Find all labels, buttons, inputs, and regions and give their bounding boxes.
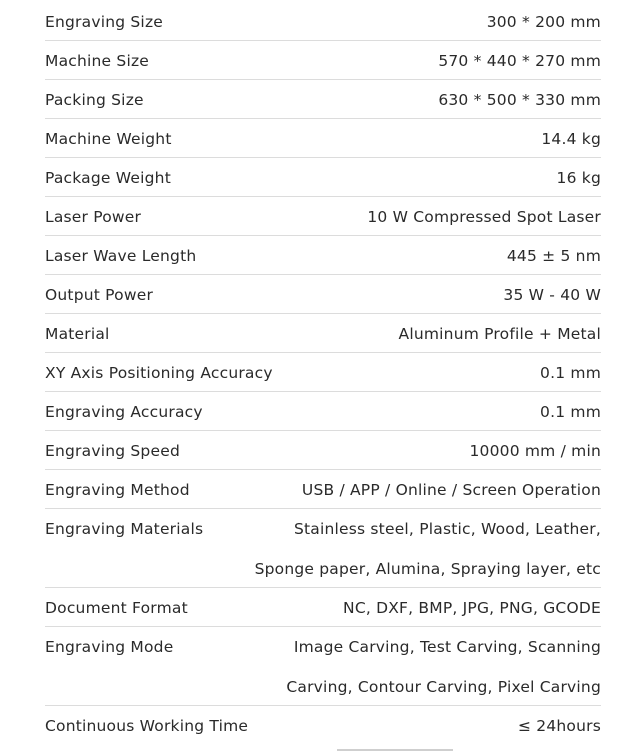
spec-value-line: Carving, Contour Carving, Pixel Carving [286, 678, 601, 696]
spec-value-line: Sponge paper, Alumina, Spraying layer, etc [254, 560, 601, 578]
spec-row-engraving-method [45, 470, 601, 509]
spec-row-engraving-mode [45, 627, 601, 706]
spec-value-line: Image Carving, Test Carving, Scanning [293, 638, 601, 656]
spec-value [503, 286, 601, 304]
spec-row-laser-wave-length [45, 236, 601, 275]
spec-table [45, 2, 601, 745]
spec-row-engraving-size [45, 2, 601, 41]
spec-row-packing-size [45, 80, 601, 119]
spec-value-line: 16 kg [556, 169, 601, 187]
spec-row-continuous-working-time [45, 706, 601, 745]
spec-value [399, 325, 601, 343]
spec-value-line: 10 W Compressed Spot Laser [367, 208, 601, 226]
spec-value [507, 247, 601, 265]
spec-value [438, 91, 601, 109]
spec-value [557, 169, 601, 187]
spec-row-engraving-materials [45, 509, 601, 588]
spec-value-line: 14.4 kg [541, 130, 601, 148]
spec-value-line: 445 ± 5 nm [506, 247, 601, 265]
spec-row-material [45, 314, 601, 353]
spec-label: Engraving Speed [45, 442, 180, 460]
spec-value-line: 300 * 200 mm [486, 13, 601, 31]
spec-value [469, 442, 601, 460]
spec-row-engraving-speed [45, 431, 601, 470]
spec-value [541, 130, 601, 148]
spec-row-document-format [45, 588, 601, 627]
spec-label: Machine Size [45, 52, 150, 70]
spec-value [343, 599, 601, 617]
spec-row-machine-weight [45, 119, 601, 158]
spec-value-line: 0.1 mm [540, 403, 601, 421]
spec-value-line: 630 * 500 * 330 mm [438, 91, 601, 109]
spec-value-line: ≤ 24hours [517, 717, 601, 735]
spec-row-package-weight [45, 158, 601, 197]
spec-label: Continuous Working Time [45, 717, 249, 735]
spec-value [302, 481, 601, 499]
spec-label: Output Power [45, 286, 154, 304]
spec-label: Package Weight [45, 169, 171, 187]
spec-value [286, 638, 601, 696]
spec-label: Laser Wave Length [45, 247, 197, 265]
scroll-indicator [337, 749, 453, 751]
spec-row-engraving-accuracy [45, 392, 601, 431]
spec-value-line: 35 W - 40 W [503, 286, 601, 304]
spec-label: Engraving Materials [45, 520, 204, 538]
spec-label: Engraving Mode [45, 638, 174, 656]
spec-label: Packing Size [45, 91, 144, 109]
spec-label: Engraving Size [45, 13, 164, 31]
spec-label: Engraving Method [45, 481, 190, 499]
spec-label: Material [45, 325, 110, 343]
spec-value-line: 570 * 440 * 270 mm [438, 52, 601, 70]
spec-value [540, 403, 601, 421]
spec-label: Engraving Accuracy [45, 403, 203, 421]
spec-label: Document Format [45, 599, 188, 617]
spec-value-line: Stainless steel, Plastic, Wood, Leather, [293, 520, 601, 538]
spec-value-line: 10000 mm / min [469, 442, 601, 460]
spec-label: Machine Weight [45, 130, 172, 148]
spec-row-laser-power [45, 197, 601, 236]
spec-value-line: NC, DXF, BMP, JPG, PNG, GCODE [343, 599, 601, 617]
spec-value-line: 0.1 mm [540, 364, 601, 382]
spec-value [540, 364, 601, 382]
spec-value [367, 208, 601, 226]
spec-row-output-power [45, 275, 601, 314]
spec-value-line: USB / APP / Online / Screen Operation [301, 481, 601, 499]
spec-label: Laser Power [45, 208, 142, 226]
spec-value [438, 52, 601, 70]
spec-row-xy-axis-accuracy [45, 353, 601, 392]
spec-value [255, 520, 601, 578]
spec-value [487, 13, 601, 31]
spec-label: XY Axis Positioning Accuracy [45, 364, 273, 382]
spec-value-line: Aluminum Profile + Metal [398, 325, 601, 343]
spec-row-machine-size [45, 41, 601, 80]
spec-value [518, 717, 601, 735]
